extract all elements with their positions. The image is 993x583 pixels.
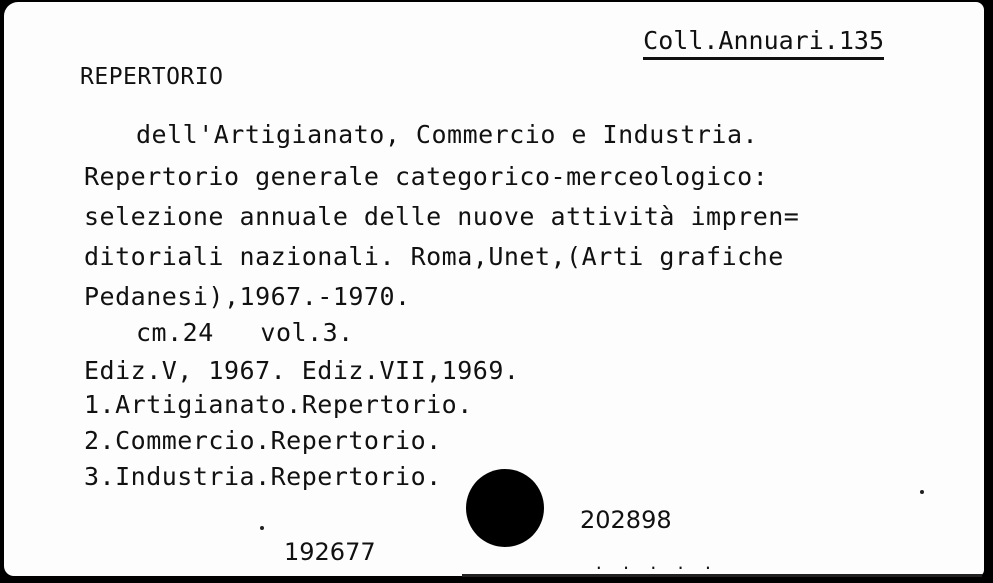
card-heading: REPERTORIO (80, 64, 224, 90)
card-bottom-edge (462, 574, 982, 577)
body-line-7: Ediz.V, 1967. Ediz.VII,1969. (84, 356, 520, 385)
inventory-number-left: 192677 (284, 538, 376, 566)
body-line-6: cm.24 vol.3. (136, 318, 354, 347)
ink-dot (260, 526, 264, 530)
body-line-5: Pedanesi),1967.-1970. (84, 282, 411, 311)
subject-entry-1: 1.Artigianato.Repertorio. (84, 390, 473, 419)
body-line-2: Repertorio generale categorico-merceologico: (84, 162, 769, 191)
catalog-card (4, 2, 984, 576)
inventory-number-right: 202898 (580, 506, 672, 534)
punch-hole (466, 469, 544, 547)
call-number: Coll.Annuari.135 (643, 26, 884, 60)
ink-dot (920, 490, 924, 494)
body-line-3: selezione annuale delle nuove attività impren= (84, 202, 800, 231)
body-line-1: dell'Artigianato, Commercio e Industria. (136, 120, 759, 149)
body-line-4: ditoriali nazionali. Roma,Unet,(Arti grafiche (84, 242, 784, 271)
ink-specks: . . . . . (594, 554, 717, 573)
subject-entry-2: 2.Commercio.Repertorio. (84, 426, 442, 455)
subject-entry-3: 3.Industria.Repertorio. (84, 462, 442, 491)
